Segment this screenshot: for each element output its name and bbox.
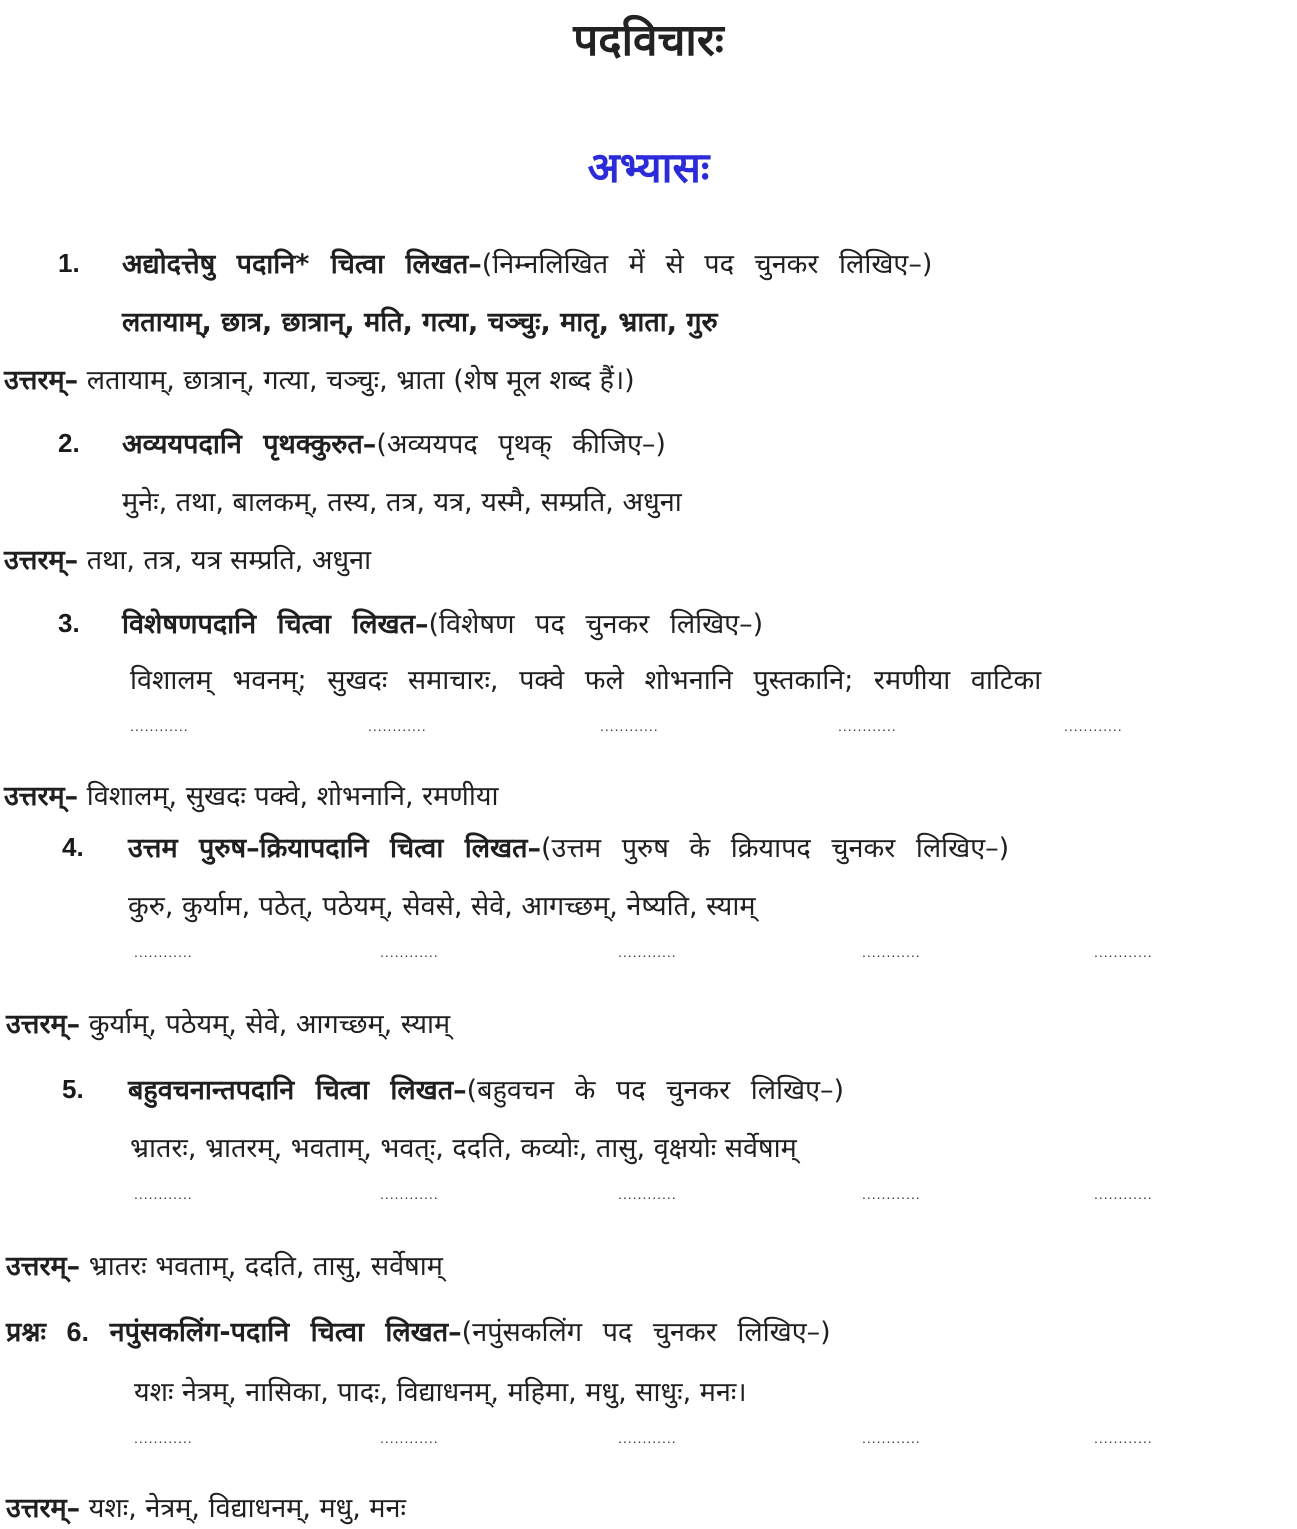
prompt-sanskrit: विशेषणपदानि चित्वा लिखत– [122,609,429,640]
question-number: 2. [58,428,80,458]
word-list: भ्रातरः, भ्रातरम्, भवताम्, भवत्ः, ददति, कव्योः, तासु, वृक्षयोः सर्वेषाम् [130,1133,797,1164]
answer-label: उत्तरम्– [4,365,79,396]
answer-label: उत्तरम्– [4,781,79,812]
answer-label: उत्तरम्– [6,1493,81,1524]
answer-blank[interactable]: ............ [134,1430,193,1446]
answer-blank[interactable]: ............ [618,1186,677,1202]
answer-blank[interactable]: ............ [618,944,677,960]
prompt-hindi: (बहुवचन के पद चुनकर लिखिए–) [466,1075,845,1106]
answer-blank[interactable]: ............ [130,718,189,734]
answer-text: तथा, तत्र, यत्र सम्प्रति, अधुना [86,545,372,576]
prompt-sanskrit: उत्तम पुरुष–क्रियापदानि चित्वा लिखत– [128,833,541,864]
question-number: 5. [62,1074,84,1104]
question-prompt [6,1312,831,1349]
prompt-hindi: (विशेषण पद चुनकर लिखिए–) [428,609,764,640]
question-prompt [122,244,932,281]
answer-blank[interactable]: ............ [862,1186,921,1202]
prompt-sanskrit: अव्ययपदानि पृथक्कुरुत– [122,429,377,460]
prompt-sanskrit: नपुंसकलिंग-पदानि चित्वा लिखत– [109,1317,462,1348]
answer-label: उत्तरम्– [4,545,79,576]
answer-blank[interactable]: ............ [618,1430,677,1446]
question-prompt [128,828,1009,865]
word-list: मुनेः, तथा, बालकम्, तस्य, तत्र, यत्र, यस्मै, सम्प्रति, अधुना [122,487,682,518]
prompt-hindi: (निम्नलिखित में से पद चुनकर लिखिए–) [481,249,933,280]
answer-line [6,1246,443,1283]
answer-blank[interactable]: ............ [1094,1186,1153,1202]
answer-label: उत्तरम्– [6,1251,81,1282]
prompt-hindi: (नपुंसकलिंग पद चुनकर लिखिए–) [461,1317,831,1348]
question-prompt [128,1070,844,1107]
word-list: विशालम् भवनम्; सुखदः समाचारः, पक्वे फले शोभनानि पुस्तकानि; रमणीया वाटिका [130,665,1042,696]
answer-blank[interactable]: ............ [1094,1430,1153,1446]
answer-blank[interactable]: ............ [380,944,439,960]
answer-blank[interactable]: ............ [862,1430,921,1446]
answer-line [4,360,635,397]
question-prompt [122,424,666,461]
answer-text: भ्रातरः भवताम्, ददति, तासु, सर्वेषाम् [88,1251,443,1282]
answer-line [4,776,498,813]
answer-line [6,1488,406,1525]
word-list: कुरु, कुर्याम, पठेत्, पठेयम्, सेवसे, सेवे, आगच्छम्, नेष्यति, स्याम् [128,891,756,922]
exercise-heading: अभ्यासः [587,143,710,192]
question-number: 1. [58,248,80,278]
answer-blank[interactable]: ............ [380,1186,439,1202]
answer-text: विशालम्, सुखदः पक्वे, शोभनानि, रमणीया [86,781,499,812]
prompt-sanskrit: बहुवचनान्तपदानि चित्वा लिखत– [128,1075,467,1106]
answer-blank[interactable]: ............ [1094,944,1153,960]
question-number: 6. [66,1317,90,1347]
answer-blank[interactable]: ............ [1064,718,1123,734]
answer-blank[interactable]: ............ [380,1430,439,1446]
answer-label: उत्तरम्– [6,1009,81,1040]
question-number: 3. [58,608,80,638]
answer-blank[interactable]: ............ [368,718,427,734]
prompt-sanskrit: अद्योदत्तेषु पदानि* चित्वा लिखत– [122,249,482,280]
question-prefix: प्रश्नः [6,1317,46,1348]
answer-blank[interactable]: ............ [838,718,897,734]
question-number: 4. [62,832,84,862]
prompt-hindi: (अव्ययपद पृथक् कीजिए–) [376,429,666,460]
word-list: यशः नेत्रम्, नासिका, पादः, विद्याधनम्, महिमा, मधु, साधुः, मनः। [134,1377,747,1408]
answer-text: कुर्याम्, पठेयम्, सेवे, आगच्छम्, स्याम् [88,1009,451,1040]
word-list: लतायाम्, छात्र, छात्रान्, मति, गत्या, चञ्चुः, मातृ, भ्राता, गुरु [122,307,718,338]
answer-text: लतायाम्, छात्रान्, गत्या, चञ्चुः, भ्राता (शेष मूल शब्द हैं।) [86,365,635,396]
answer-blank[interactable]: ............ [600,718,659,734]
answer-line [6,1004,450,1041]
question-prompt [122,604,763,641]
answer-blank[interactable]: ............ [134,1186,193,1202]
prompt-hindi: (उत्तम पुरुष के क्रियापद चुनकर लिखिए–) [541,833,1010,864]
answer-blank[interactable]: ............ [862,944,921,960]
page-title: पदविचारः [573,15,724,66]
answer-blank[interactable]: ............ [134,944,193,960]
answer-line [4,540,371,577]
answer-text: यशः, नेत्रम्, विद्याधनम्, मधु, मनः [88,1493,406,1524]
